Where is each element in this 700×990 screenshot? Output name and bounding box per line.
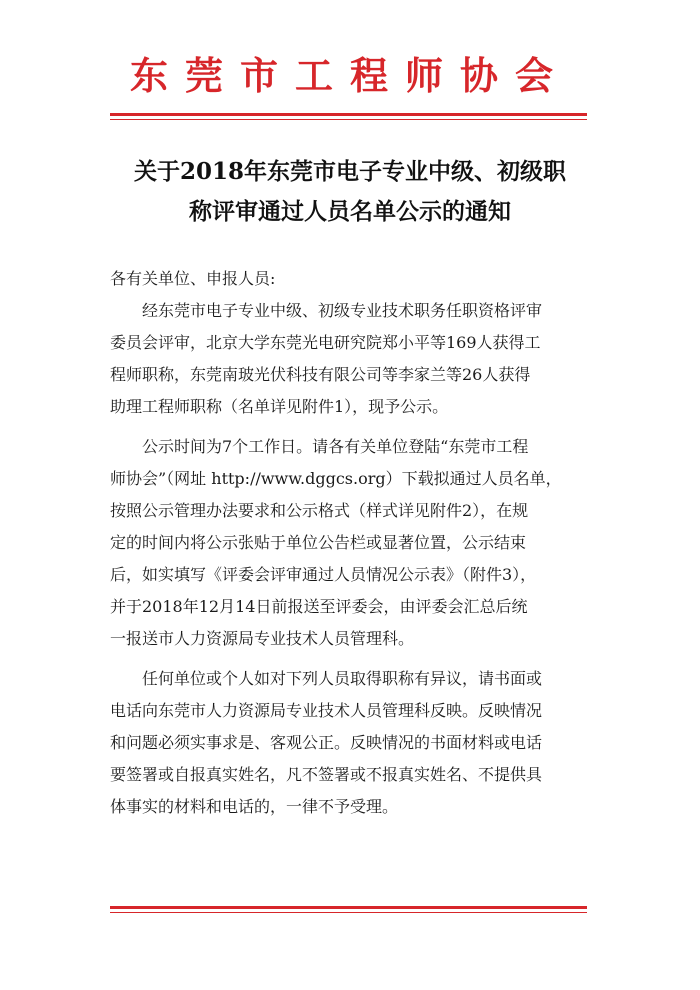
footer-divider-thin-line	[110, 912, 587, 913]
document-title-line-1: 关于2018年东莞市电子专业中级、初级职	[133, 158, 566, 185]
header-divider	[110, 113, 587, 120]
paragraph-2	[110, 431, 600, 655]
paragraph-line: 按照公示管理办法要求和公示格式（样式详见附件2），在规	[110, 501, 529, 520]
paragraph-line: 公示时间为7个工作日。请各有关单位登陆“东莞市工程	[142, 437, 529, 456]
paragraph-line: 和问题必须实事求是、客观公正。反映情况的书面材料或电话	[110, 733, 543, 752]
document-title-line-2: 称评审通过人员名单公示的通知	[189, 198, 511, 225]
paragraph-line: 电话向东莞市人力资源局专业技术人员管理科反映。反映情况	[110, 701, 543, 720]
paragraph-line: 体事实的材料和电话的，一律不予受理。	[110, 797, 399, 816]
document-body	[110, 263, 600, 823]
paragraph-line: 定的时间内将公示张贴于单位公告栏或显著位置，公示结束	[110, 533, 527, 552]
paragraph-line: 一报送市人力资源局专业技术人员管理科。	[110, 629, 415, 648]
paragraph-line: 委员会评审，北京大学东莞光电研究院郑小平等169人获得工	[110, 333, 541, 352]
paragraph-line: 程师职称，东莞南玻光伏科技有限公司等李家兰等26人获得	[110, 365, 531, 384]
paragraph-line: 任何单位或个人如对下列人员取得职称有异议，请书面或	[142, 669, 543, 688]
footer-divider	[110, 906, 587, 913]
footer-divider-thick-line	[110, 906, 587, 909]
paragraph-3	[110, 663, 600, 823]
organization-name-header: 东莞市工程师协会	[129, 53, 570, 98]
salutation: 各有关单位、申报人员:	[110, 269, 276, 288]
document-title	[100, 152, 600, 232]
paragraph-line: 后，如实填写《评委会评审通过人员情况公示表》（附件3），	[110, 565, 537, 584]
paragraph-1	[110, 295, 600, 423]
paragraph-line: 要签署或自报真实姓名，凡不签署或不报真实姓名、不提供具	[110, 765, 543, 784]
paragraph-line: 助理工程师职称（名单详见附件1），现予公示。	[110, 397, 449, 416]
header-divider-thin-line	[110, 119, 587, 120]
header-divider-thick-line	[110, 113, 587, 116]
paragraph-line: 并于2018年12月14日前报送至评委会，由评委会汇总后统	[110, 597, 528, 616]
paragraph-line: 师协会”（网址 http://www.dggcs.org）下载拟通过人员名单，	[110, 469, 562, 488]
paragraph-line: 经东莞市电子专业中级、初级专业技术职务任职资格评审	[142, 301, 543, 320]
